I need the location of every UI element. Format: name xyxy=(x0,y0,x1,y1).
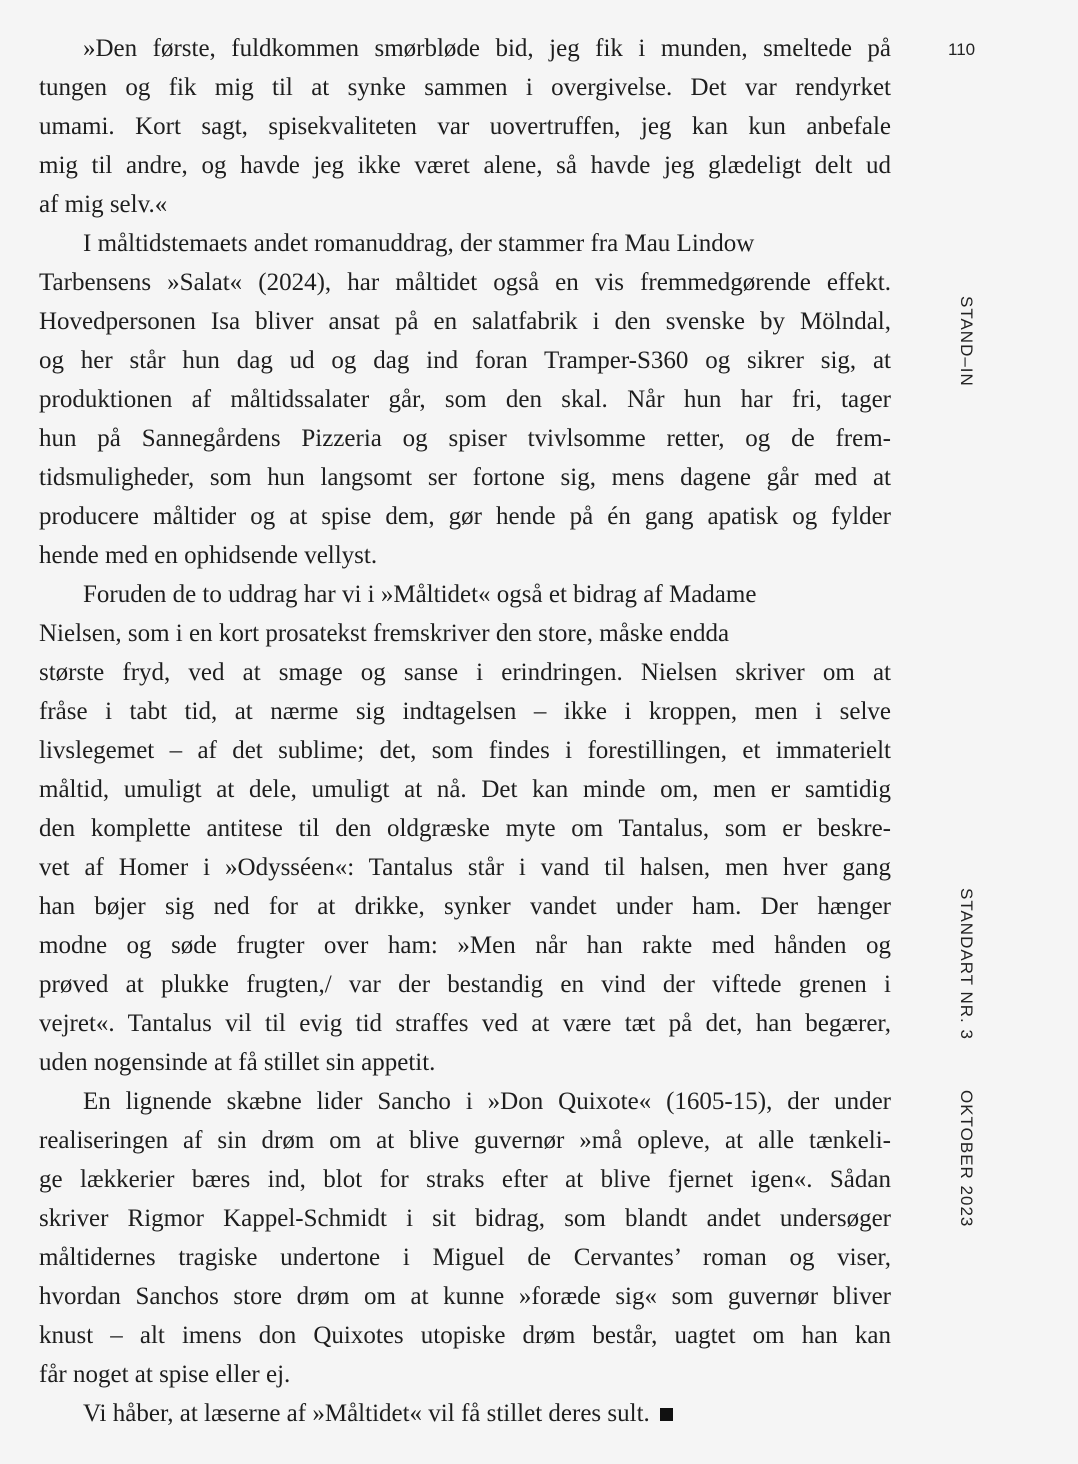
text-line: prøved at plukke frugten,/ var der bestandig en vind der viftede grenen i xyxy=(39,971,891,998)
text-line: producere måltider og at spise dem, gør hende på én gang apatisk og fylder xyxy=(39,503,891,530)
text-line: den komplette antitese til den oldgræske myte om Tantalus, som er beskre- xyxy=(39,815,891,842)
text-line: uden nogensinde at få stillet sin appetit. xyxy=(39,1049,436,1076)
text-line: knust – alt imens don Quixotes utopiske drøm består, uagtet om han kan xyxy=(39,1322,891,1349)
text-line: Nielsen, som i en kort prosatekst fremskriver den store, måske endda xyxy=(39,620,730,647)
paragraph-closing xyxy=(39,1394,891,1433)
text-line: fråse i tabt tid, at nærme sig indtagelsen – ikke i kroppen, men i selve xyxy=(39,698,891,725)
text-line: tidsmuligheder, som hun langsomt ser fortone sig, mens dagene går med at xyxy=(39,464,891,491)
text-line: største fryd, ved at smage og sanse i erindringen. Nielsen skriver om at xyxy=(39,659,891,686)
text-line: vejret«. Tantalus vil til evig tid straffes ved at være tæt på det, han begærer, xyxy=(39,1010,891,1037)
paragraph-quote xyxy=(39,29,891,224)
text-line: umami. Kort sagt, spisekvaliteten var uovertruffen, jeg kan kun anbefale xyxy=(39,113,891,140)
text-line: tungen og fik mig til at synke sammen i overgivelse. Det var rendyrket xyxy=(39,74,891,101)
paragraph-sancho xyxy=(39,1082,891,1394)
text-line: måltid, umuligt at dele, umuligt at nå. Det kan minde om, men er samtidig xyxy=(39,776,891,803)
body-text xyxy=(39,29,891,1433)
paragraph-salat xyxy=(39,224,891,575)
page-number: 110 xyxy=(948,40,976,59)
text-line: Foruden de to uddrag har vi i »Måltidet« også et bidrag af Madame xyxy=(83,581,757,608)
text-line: livslegemet – af det sublime; det, som findes i forestillingen, et immaterielt xyxy=(39,737,891,764)
text-line: får noget at spise eller ej. xyxy=(39,1361,291,1388)
text-line: Vi håber, at læserne af »Måltidet« vil få stillet deres sult. xyxy=(83,1400,650,1427)
paragraph-nielsen xyxy=(39,575,891,1082)
text-line: I måltidstemaets andet romanuddrag, der stammer fra Mau Lindow xyxy=(83,230,755,257)
text-line: han bøjer sig ned for at drikke, synker vandet under ham. Der hænger xyxy=(39,893,891,920)
text-line: skriver Rigmor Kappel-Schmidt i sit bidrag, som blandt andet undersøger xyxy=(39,1205,891,1232)
text-line: og her står hun dag ud og dag ind foran Tramper-S360 og sikrer sig, at xyxy=(39,347,891,374)
date-label: OKTOBER 2023 xyxy=(957,1090,976,1228)
text-line: mig til andre, og havde jeg ikke været alene, så havde jeg glædeligt delt ud xyxy=(39,152,891,179)
end-mark-icon xyxy=(660,1408,673,1421)
issue-label: STANDART NR. 3 xyxy=(957,888,976,1040)
text-line: Hovedpersonen Isa bliver ansat på en salatfabrik i den svenske by Mölndal, xyxy=(39,308,891,335)
text-line: »Den første, fuldkommen smørbløde bid, jeg fik i munden, smeltede på xyxy=(83,35,891,62)
text-line: hun på Sannegårdens Pizzeria og spiser tvivlsomme retter, og de frem- xyxy=(39,425,891,452)
text-line: Tarbensens »Salat« (2024), har måltidet også en vis fremmedgørende effekt. xyxy=(39,269,891,296)
text-line: realiseringen af sin drøm om at blive guvernør »må opleve, at alle tænkeli- xyxy=(39,1127,891,1154)
text-line: En lignende skæbne lider Sancho i »Don Quixote« (1605-15), der under xyxy=(83,1088,891,1115)
text-line: hvordan Sanchos store drøm om at kunne »foræde sig« som guvernør bliver xyxy=(39,1283,891,1310)
text-line: produktionen af måltidssalater går, som den skal. Når hun har fri, tager xyxy=(39,386,891,413)
text-line: måltidernes tragiske undertone i Miguel de Cervantes’ roman og viser, xyxy=(39,1244,891,1271)
text-line: hende med en ophidsende vellyst. xyxy=(39,542,378,569)
text-line: vet af Homer i »Odysséen«: Tantalus står i vand til halsen, men hver gang xyxy=(39,854,891,881)
text-line: af mig selv.« xyxy=(39,191,168,218)
text-line: ge lækkerier bæres ind, blot for straks efter at blive fjernet igen«. Sådan xyxy=(39,1166,891,1193)
section-label: STAND–IN xyxy=(957,296,976,387)
text-line: modne og søde frugter over ham: »Men når han rakte med hånden og xyxy=(39,932,891,959)
closing-line xyxy=(39,1394,891,1433)
